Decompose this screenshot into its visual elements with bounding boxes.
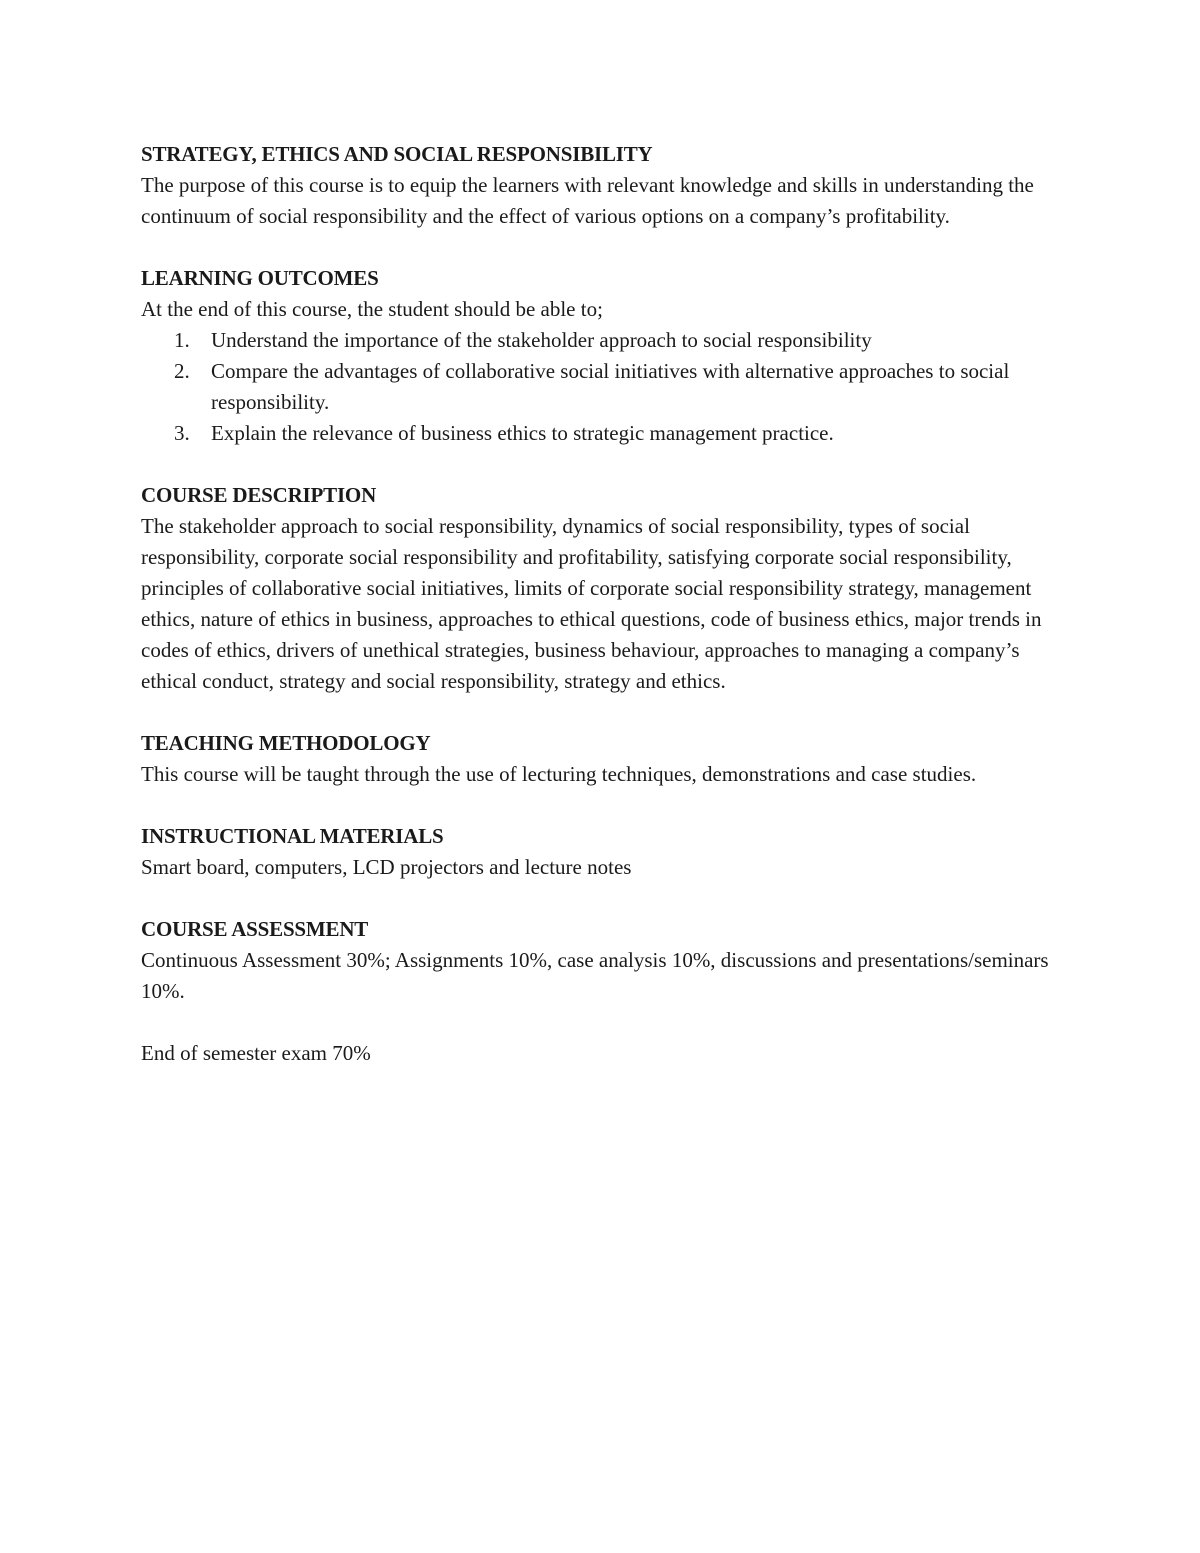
list-item-number: 2. — [174, 359, 190, 383]
continuous-assessment-text: Continuous Assessment 30%; Assignments 10%, case analysis 10%, discussions and presentations/seminars 10%. — [141, 948, 1049, 1003]
list-item-number: 3. — [174, 421, 190, 445]
list-item-text: Compare the advantages of collaborative social initiatives with alternative approaches to social responsibility. — [211, 359, 1010, 414]
course-description-heading: COURSE DESCRIPTION — [141, 483, 377, 507]
course-description-section — [141, 480, 1071, 697]
document-title: STRATEGY, ETHICS AND SOCIAL RESPONSIBILITY — [141, 142, 653, 166]
exam-weight-text: End of semester exam 70% — [141, 1041, 371, 1065]
learning-outcomes-heading: LEARNING OUTCOMES — [141, 266, 379, 290]
document-body — [141, 139, 1071, 1100]
exam-section — [141, 1038, 1071, 1069]
instructional-materials-text: Smart board, computers, LCD projectors and lecture notes — [141, 855, 632, 879]
learning-outcomes-section — [141, 263, 1071, 449]
instructional-materials-heading: INSTRUCTIONAL MATERIALS — [141, 824, 444, 848]
teaching-methodology-heading: TEACHING METHODOLOGY — [141, 731, 431, 755]
instructional-materials-section — [141, 821, 1071, 883]
learning-outcomes-intro: At the end of this course, the student should be able to; — [141, 297, 603, 321]
list-item-text: Understand the importance of the stakeholder approach to social responsibility — [211, 328, 872, 352]
course-assessment-heading: COURSE ASSESSMENT — [141, 917, 369, 941]
list-item — [141, 356, 1071, 418]
teaching-methodology-text: This course will be taught through the use of lecturing techniques, demonstrations and case studies. — [141, 762, 977, 786]
course-description-text: The stakeholder approach to social responsibility, dynamics of social responsibility, types of social responsibility, corporate social responsibility and profitability, satisfying corporate social responsibility, principles of collaborative social initiatives, limits of corporate social responsibility strategy, management ethics, nature of ethics in business, approaches to ethical questions, code of business ethics, major trends in codes of ethics, drivers of unethical strategies, business behaviour, approaches to managing a company’s ethical conduct, strategy and social responsibility, strategy and ethics. — [141, 514, 1042, 693]
learning-outcomes-list — [141, 325, 1071, 449]
list-item — [141, 418, 1071, 449]
list-item-number: 1. — [174, 328, 190, 352]
course-assessment-section — [141, 914, 1071, 1007]
list-item — [141, 325, 1071, 356]
list-item-text: Explain the relevance of business ethics to strategic management practice. — [211, 421, 834, 445]
course-intro-section — [141, 139, 1071, 232]
course-purpose: The purpose of this course is to equip the learners with relevant knowledge and skills in understanding the continuum of social responsibility and the effect of various options on a company’s profitability. — [141, 173, 1034, 228]
teaching-methodology-section — [141, 728, 1071, 790]
